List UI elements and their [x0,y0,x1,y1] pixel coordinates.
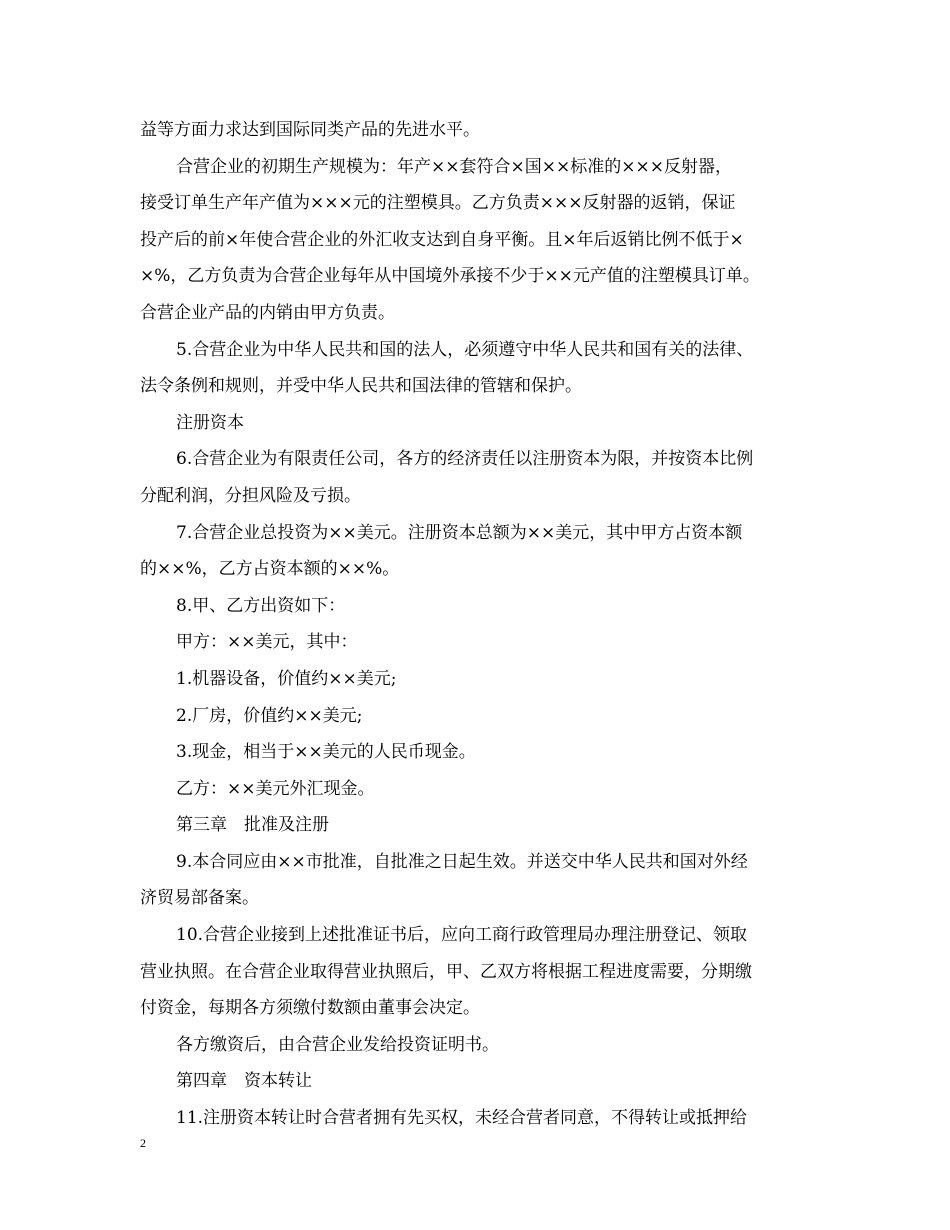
paragraph-line: 济贸易部备案。 [140,888,259,909]
paragraph-line: 1.机器设备，价值约××美元; [176,668,397,689]
paragraph-line: 8.甲、乙方出资如下： [176,595,346,616]
paragraph-line: 第四章 资本转让 [176,1071,312,1092]
paragraph-line: 11.注册资本转让时合营者拥有先买权，未经合营者同意，不得转让或抵押给 [176,1108,748,1129]
paragraph-line: 投产后的前×年使合营企业的外汇收支达到自身平衡。且×年后返销比例不低于× [140,229,744,250]
paragraph-line: 9.本合同应由××市批准，自批准之日起生效。并送交中华人民共和国对外经 [176,851,748,872]
paragraph-line: 营业执照。在合营企业取得营业执照后，甲、乙双方将根据工程进度需要，分期缴 [140,961,752,982]
paragraph-line: 付资金，每期各方须缴付数额由董事会决定。 [140,998,480,1019]
paragraph-line: 第三章 批准及注册 [176,815,329,836]
paragraph-line: 合营企业的初期生产规模为：年产××套符合×国××标准的×××反射器， [176,156,732,177]
paragraph-line: 10.合营企业接到上述批准证书后，应向工商行政管理局办理注册登记、领取 [176,925,748,946]
paragraph-line: 甲方：××美元，其中： [176,632,358,653]
paragraph-line: 的××%，乙方占资本额的××%。 [140,559,400,580]
paragraph-line: 6.合营企业为有限责任公司，各方的经济责任以注册资本为限，并按资本比例 [176,449,754,470]
paragraph-line: 3.现金，相当于××美元的人民币现金。 [176,742,476,763]
paragraph-line: 法令条例和规则，并受中华人民共和国法律的管辖和保护。 [140,376,582,397]
paragraph-line: 分配利润，分担风险及亏损。 [140,485,361,506]
paragraph-line: 合营企业产品的内销由甲方负责。 [140,302,395,323]
paragraph-line: 5.合营企业为中华人民共和国的法人，必须遵守中华人民共和国有关的法律、 [176,339,754,360]
page-number: 2 [140,1136,146,1150]
paragraph-line: 接受订单生产年产值为×××元的注塑模具。乙方负责×××反射器的返销，保证 [140,193,736,214]
paragraph-line: 乙方：××美元外汇现金。 [176,778,375,799]
paragraph-line: 注册资本 [176,412,244,433]
document-body [140,112,820,1137]
paragraph-line: 益等方面力求达到国际同类产品的先进水平。 [140,120,480,140]
paragraph-line: 各方缴资后，由合营企业发给投资证明书。 [176,1034,499,1055]
paragraph-line: 7.合营企业总投资为××美元。注册资本总额为××美元，其中甲方占资本额 [176,522,743,543]
paragraph-line: ×%，乙方负责为合营企业每年从中国境外承接不少于××元产值的注塑模具订单。 [140,266,760,287]
paragraph-line: 2.厂房，价值约××美元; [176,705,363,726]
